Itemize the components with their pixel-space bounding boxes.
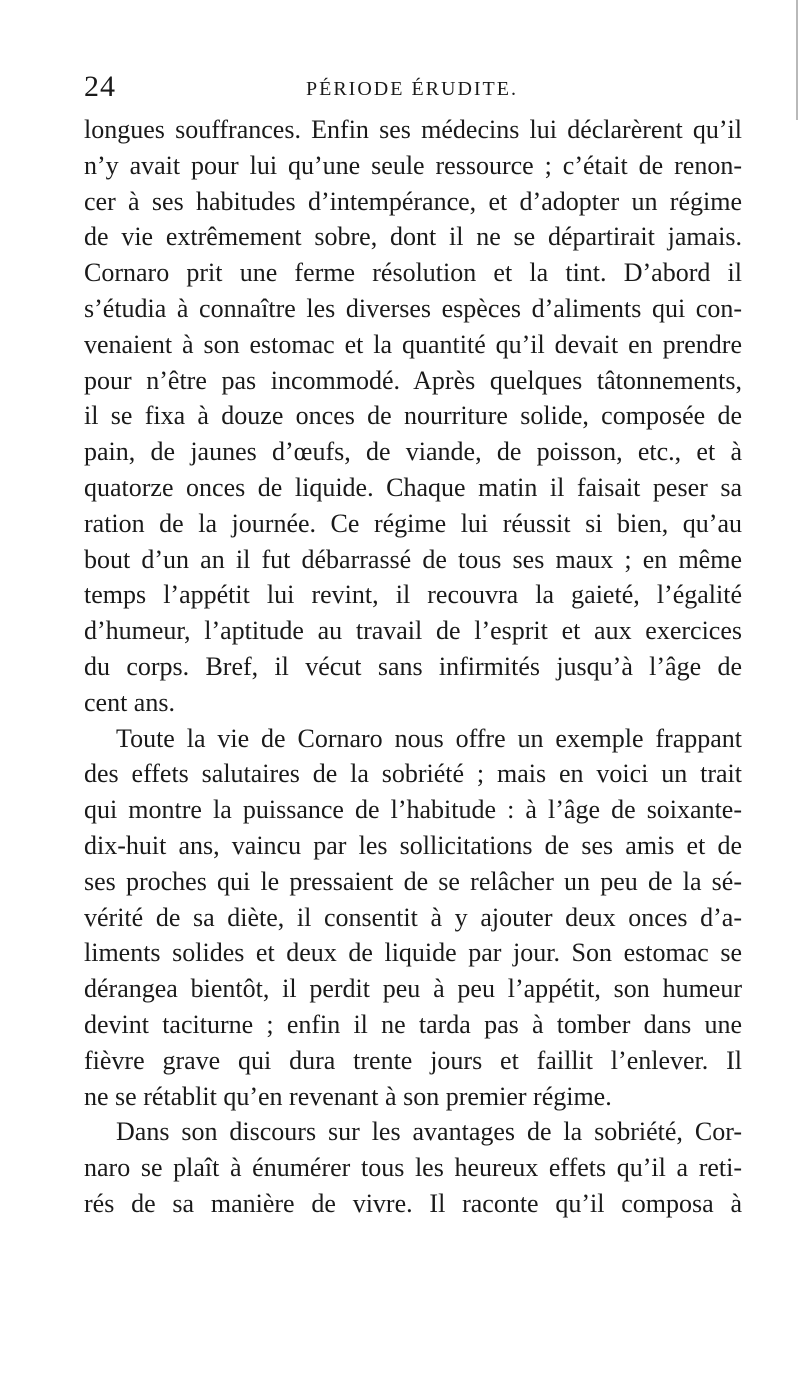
text-line: d’humeur, l’aptitude au travail de l’esprit et aux exercices (84, 616, 742, 646)
text-line: des effets salutaires de la sobriété ; mais en voici un trait (84, 759, 742, 789)
text-line: ses proches qui le pressaient de se relâcher un peu de la sé- (84, 866, 742, 896)
text-line: fièvre grave qui dura trente jours et faillit l’enlever. Il (84, 1045, 742, 1075)
text-line: du corps. Bref, il vécut sans infirmités jusqu’à l’âge de (84, 651, 742, 681)
text-line: ration de la journée. Ce régime lui réussit si bien, qu’au (84, 508, 742, 538)
text-line: rés de sa manière de vivre. Il raconte qu’il composa à (84, 1188, 742, 1218)
page-edge-shadow (796, 0, 798, 120)
text-line: qui montre la puissance de l’habitude : à l’âge de soixante- (84, 795, 742, 825)
text-line: pain, de jaunes d’œufs, de viande, de poisson, etc., et à (84, 437, 742, 467)
text-line-paragraph-start: Dans son discours sur les avantages de la sobriété, Cor- (116, 1117, 742, 1147)
text-line: bout d’un an il fut débarrassé de tous ses maux ; en même (84, 544, 742, 574)
text-line: s’étudia à connaître les diverses espèces d’aliments qui con- (84, 293, 742, 323)
page-header (84, 70, 740, 110)
text-line: pour n’être pas incommodé. Après quelques tâtonnements, (84, 365, 742, 395)
text-line: Cornaro prit une ferme résolution et la tint. D’abord il (84, 258, 742, 288)
text-line: devint taciturne ; enfin il ne tarda pas à tomber dans une (84, 1009, 742, 1039)
text-line: dix-huit ans, vaincu par les sollicitations de ses amis et de (84, 830, 742, 860)
text-line-paragraph-start: Toute la vie de Cornaro nous offre un exemple frappant (116, 723, 742, 753)
text-line: naro se plaît à énumérer tous les heureux effets qu’il a reti- (84, 1153, 742, 1183)
text-line: n’y avait pour lui qu’une seule ressource ; c’était de renon- (84, 150, 742, 180)
page-number: 24 (84, 70, 116, 103)
text-line-paragraph-end: ne se rétablit qu’en revenant à son premier régime. (84, 1081, 612, 1111)
text-line: vérité de sa diète, il consentit à y ajouter deux onces d’a- (84, 902, 742, 932)
text-line: il se fixa à douze onces de nourriture solide, composée de (84, 401, 742, 431)
text-line-paragraph-end: cent ans. (84, 687, 175, 717)
text-line: quatorze onces de liquide. Chaque matin il faisait peser sa (84, 472, 742, 502)
text-line: liments solides et deux de liquide par jour. Son estomac se (84, 938, 742, 968)
running-head: PÉRIODE ÉRUDITE. (306, 78, 518, 100)
text-line: longues souffrances. Enfin ses médecins lui déclarèrent qu’il (84, 115, 742, 144)
text-line: de vie extrêmement sobre, dont il ne se départirait jamais. (84, 222, 742, 252)
text-line: dérangea bientôt, il perdit peu à peu l’appétit, son humeur (84, 974, 742, 1004)
text-line: temps l’appétit lui revint, il recouvra la gaieté, l’égalité (84, 580, 742, 610)
text-line: cer à ses habitudes d’intempérance, et d’adopter un régime (84, 186, 742, 216)
text-line: venaient à son estomac et la quantité qu’il devait en prendre (84, 329, 742, 359)
body-text (84, 112, 742, 1222)
